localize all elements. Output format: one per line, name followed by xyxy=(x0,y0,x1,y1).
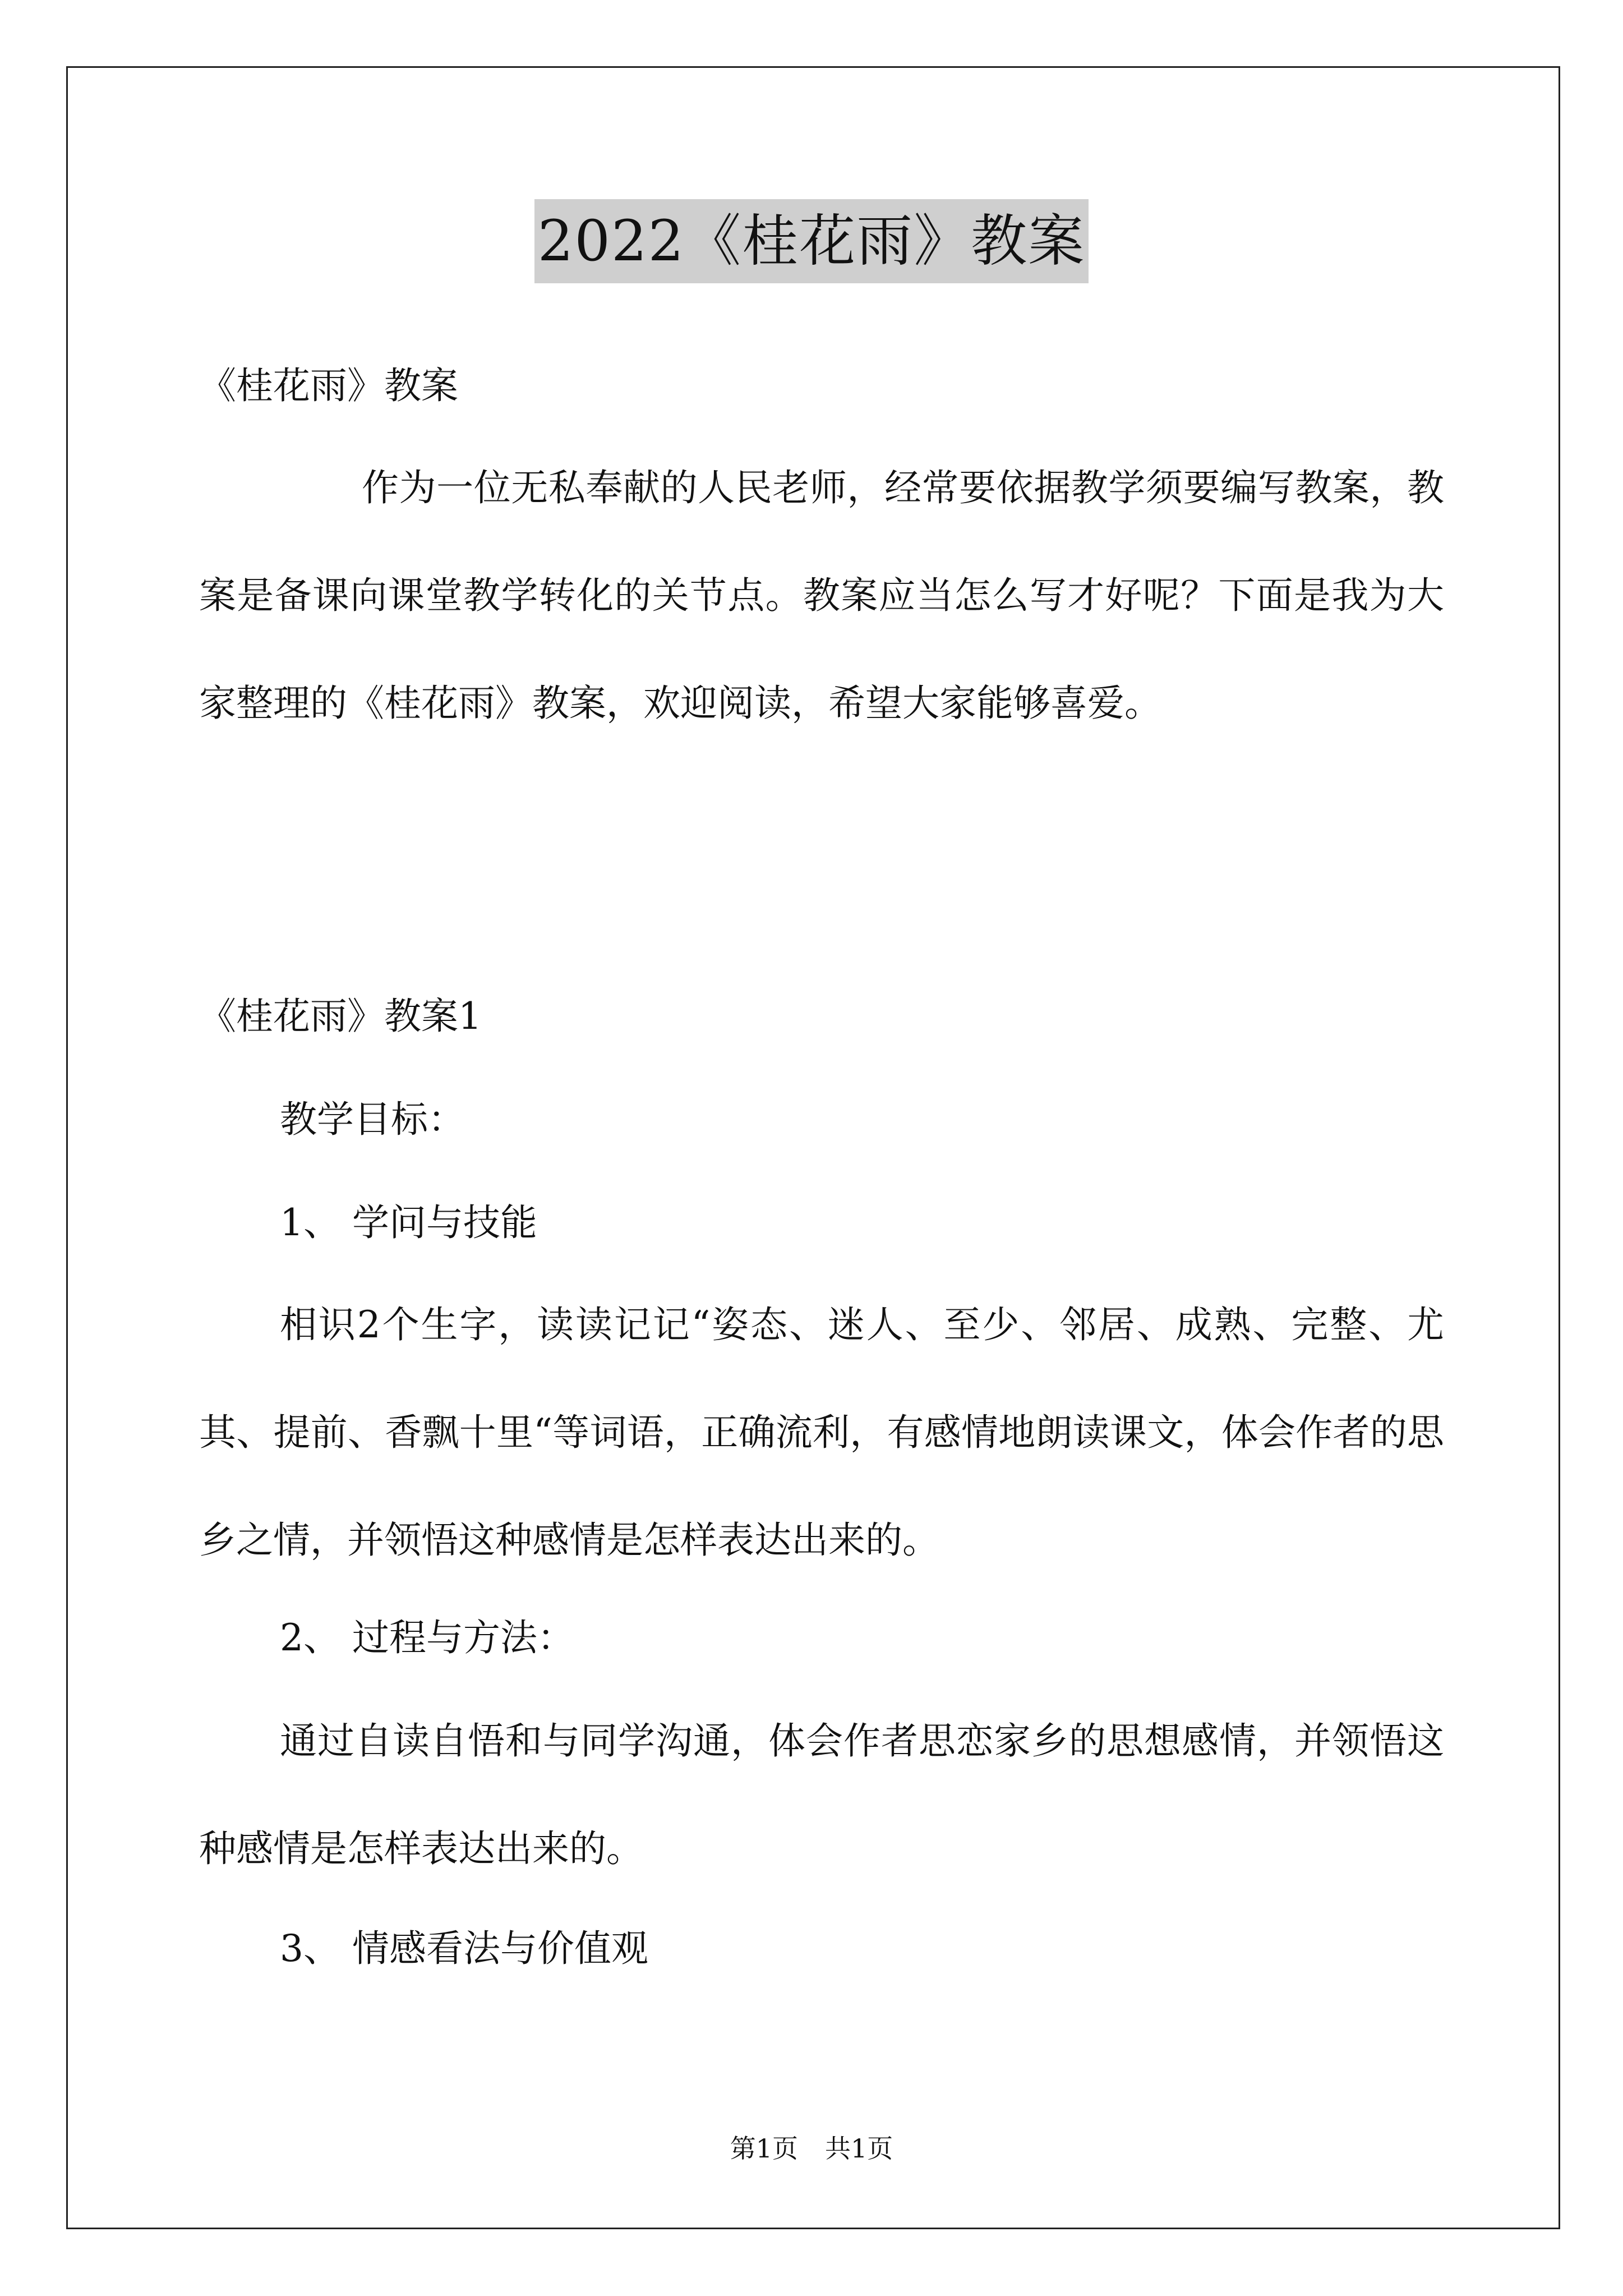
page-number: 第1页 xyxy=(730,2133,798,2164)
title-wrap xyxy=(0,199,1623,283)
document-title: 2022《桂花雨》教案 xyxy=(534,199,1089,283)
section-heading: 《桂花雨》教案1 xyxy=(199,995,482,1038)
page-total: 共1页 xyxy=(825,2133,893,2164)
goal3-title: 3、 情感看法与价值观 xyxy=(280,1927,648,1970)
subtitle: 《桂花雨》教案 xyxy=(199,364,458,407)
goals-label: 教学目标： xyxy=(280,1098,465,1141)
goal1-title: 1、 学问与技能 xyxy=(280,1201,537,1244)
intro-paragraph: 作为一位无私奉献的人民老师，经常要依据教学须要编写教案，教案是备课向课堂教学转化的关节点。教案应当怎么写才好呢？下面是我为大家整理的《桂花雨》教案，欢迎阅读，希望大家能够喜爱。 xyxy=(199,466,1444,725)
page-footer xyxy=(0,2132,1623,2165)
goal2-body: 通过自读自悟和与同学沟通，体会作者思恋家乡的思想感情，并领悟这种感情是怎样表达出来的。 xyxy=(199,1719,1444,1870)
goal1-body: 相识2个生字，读读记记“姿态、迷人、至少、邻居、成熟、完整、尤其、提前、香飘十里“等词语，正确流利，有感情地朗读课文，体会作者的思乡之情，并领悟这种感情是怎样表达出来的。 xyxy=(199,1303,1444,1562)
goal2-title: 2、 过程与方法： xyxy=(280,1616,574,1659)
